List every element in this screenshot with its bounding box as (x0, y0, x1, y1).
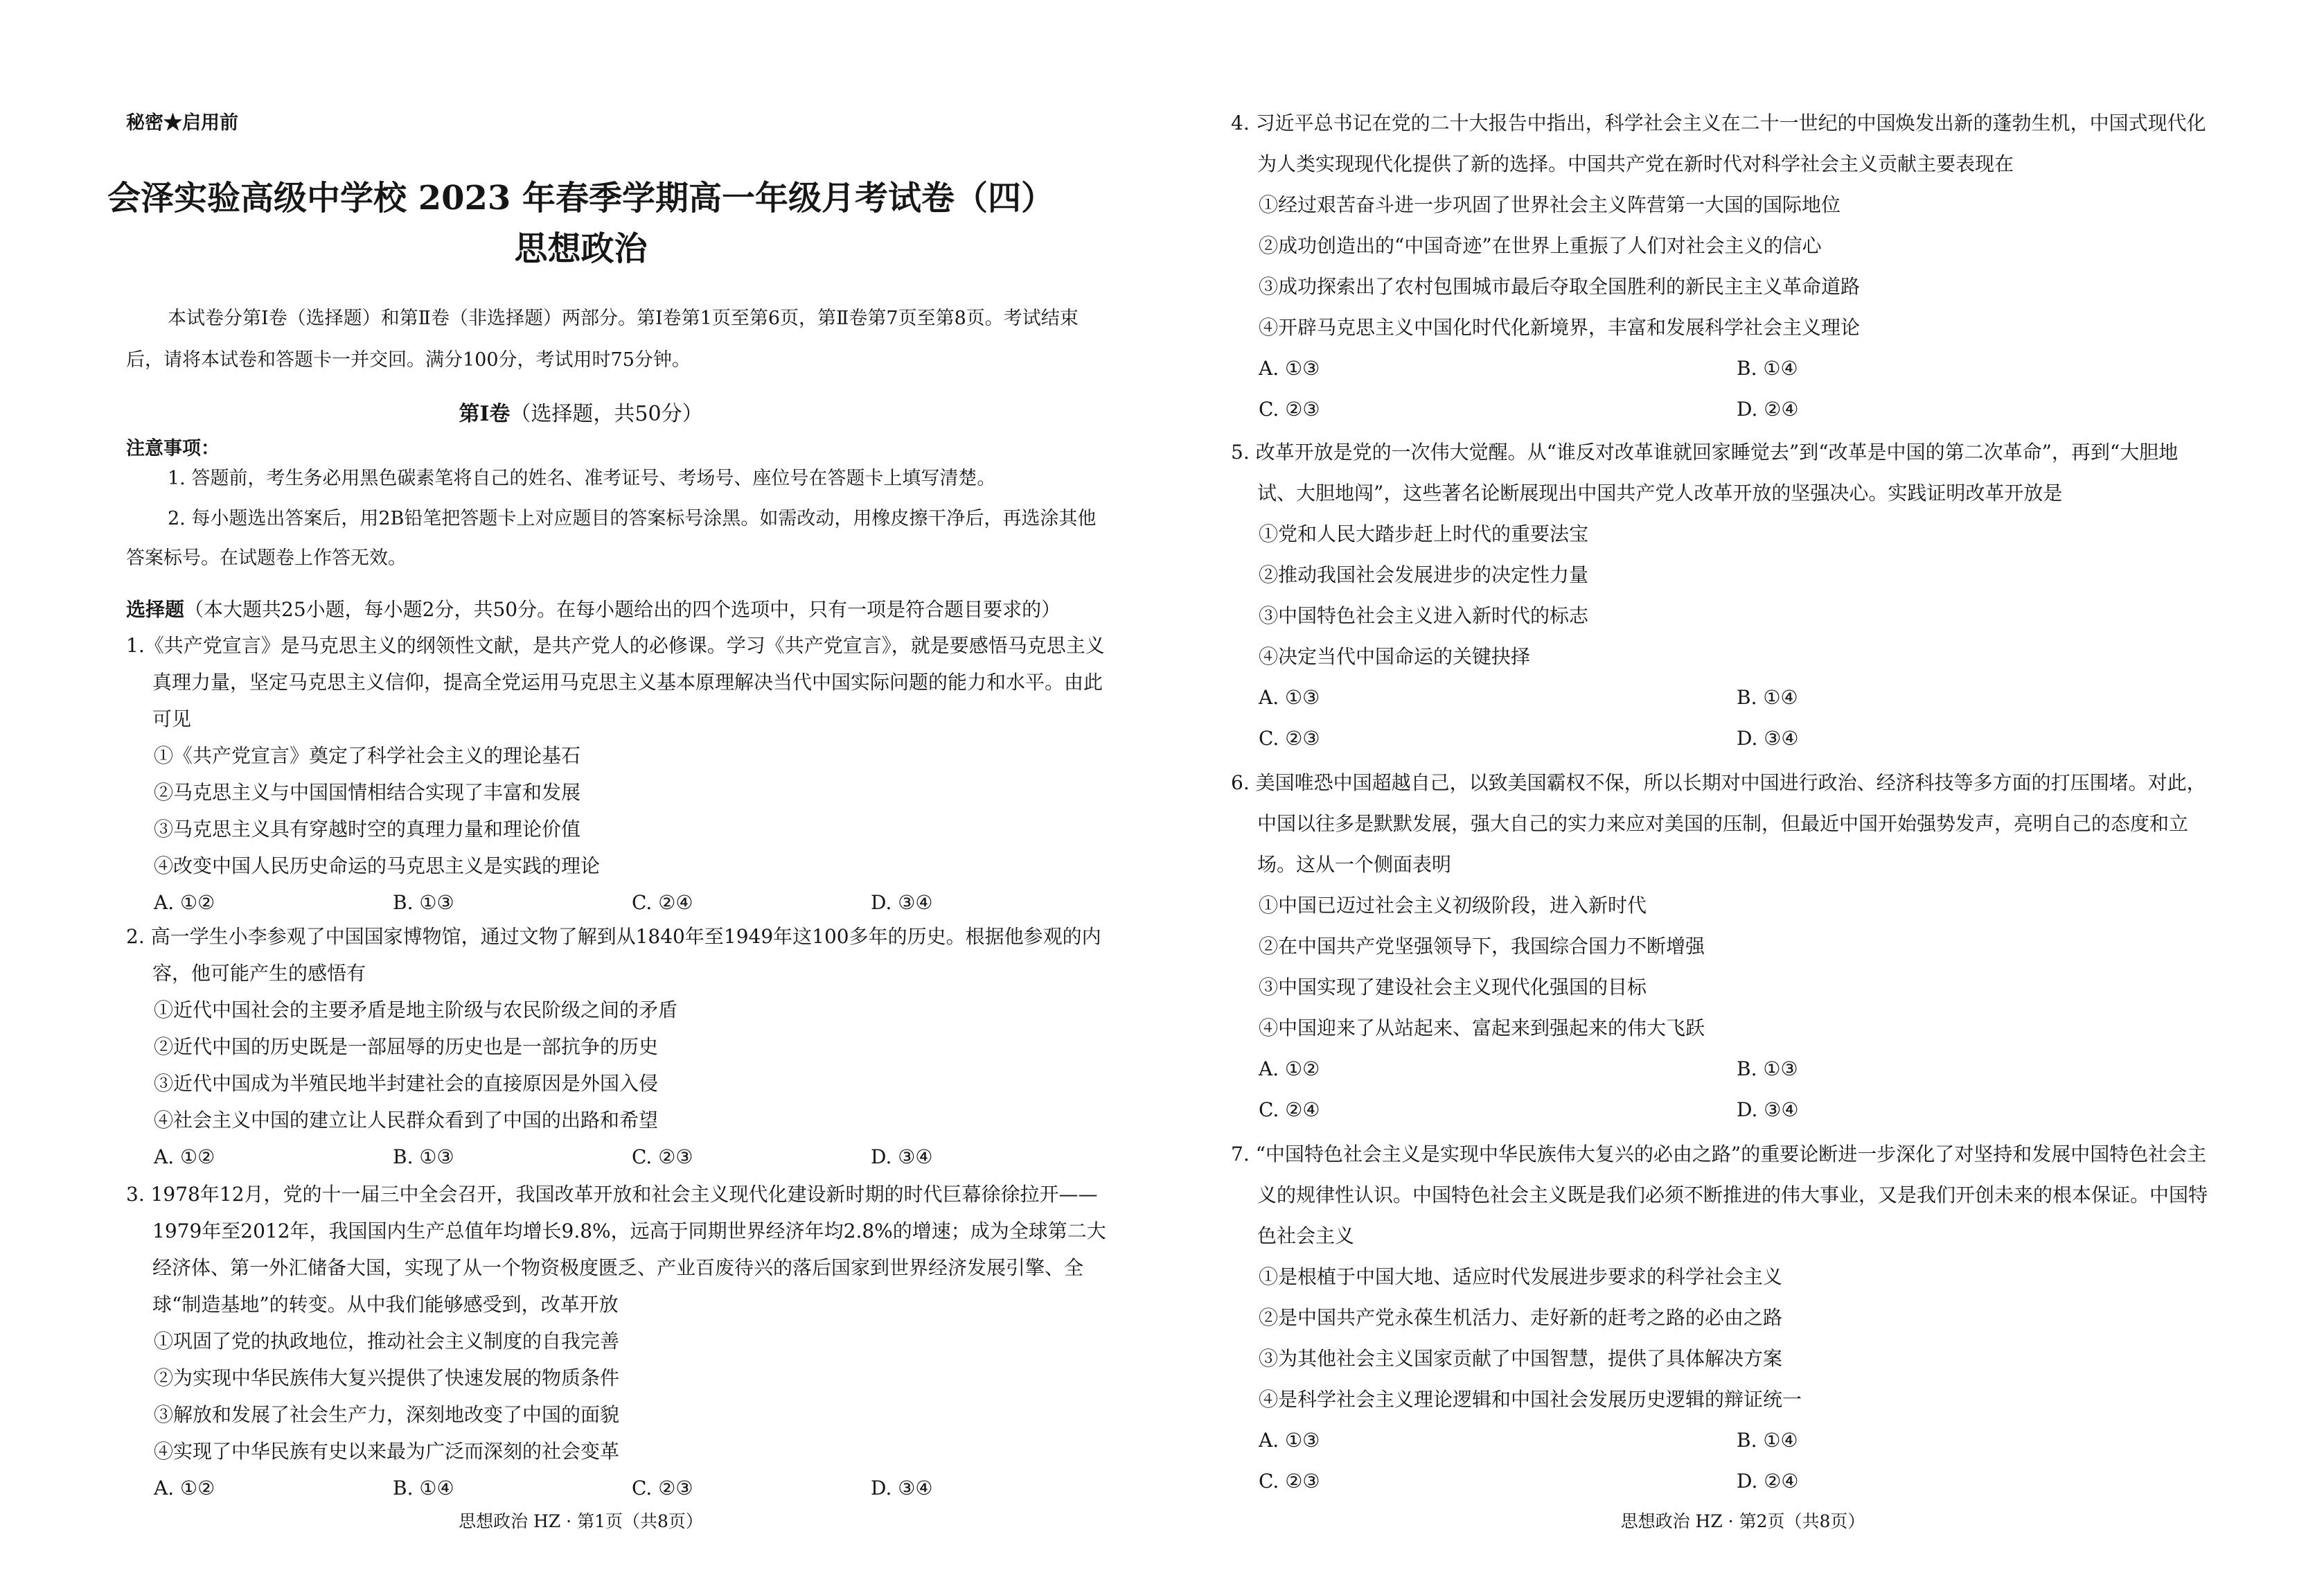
notice-item-2: 2. 每小题选出答案后，用2B铅笔把答题卡上对应题目的答案标号涂黑。如需改动，用橡皮擦干净后，再选涂其他答案标号。在试题卷上作答无效。 (126, 508, 1097, 569)
statement-4: ④改变中国人民历史命运的马克思主义是实践的理论 (154, 854, 601, 877)
choice-a: A. ①③ (1259, 686, 1320, 709)
choice-b: B. ①④ (1737, 686, 1798, 709)
statement-3: ③马克思主义具有穿越时空的真理力量和理论价值 (154, 818, 581, 840)
answer-choices-row-2 (1231, 1089, 2215, 1130)
question-4 (1231, 103, 2215, 430)
statement-4: ④中国迎来了从站起来、富起来到强起来的伟大飞跃 (1259, 1016, 1705, 1039)
choice-d: D. ③④ (1737, 1098, 1799, 1121)
page-footer: 思想政治 HZ · 第1页（共8页） (459, 1511, 703, 1531)
answer-choices-row-1 (1231, 1420, 2215, 1461)
statement-2: ②是中国共产党永葆生机活力、走好新的赶考之路的必由之路 (1259, 1306, 1783, 1329)
choice-a: A. ①② (1259, 1057, 1320, 1080)
choice-c: C. ②④ (1259, 1098, 1320, 1121)
choice-c: C. ②③ (1259, 727, 1320, 750)
question-2 (126, 918, 1110, 1175)
section-title: 第Ⅰ卷 (459, 402, 511, 426)
statement-1: ①中国已迈过社会主义初级阶段，进入新时代 (1259, 894, 1647, 917)
statement-4: ④社会主义中国的建立让人民群众看到了中国的出路和希望 (154, 1109, 659, 1132)
choice-c: C. ②④ (632, 891, 693, 914)
question-stem: 6. 美国唯恐中国超越自己，以致美国霸权不保，所以长期对中国进行政治、经济科技等多方面的打压围堵。对此，中国以往多是默默发展，强大自己的实力来应对美国的压制，但最近中国开始强势发声，亮明自己的态度和立场。这从一个侧面表明 (1231, 771, 2206, 876)
choice-b: B. ①③ (393, 1145, 454, 1168)
question-stem: 5. 改革开放是党的一次伟大觉醒。从“谁反对改革谁就回家睡觉去”到“改革是中国的第二次革命”，再到“大胆地试、大胆地闯”，这些著名论断展现出中国共产党人改革开放的坚强决心。实践证明改革开放是 (1231, 441, 2179, 504)
question-6 (1231, 762, 2215, 1130)
choice-d: D. ③④ (871, 1477, 933, 1499)
statement-3: ③成功探索出了农村包围城市最后夺取全国胜利的新民主主义革命道路 (1259, 275, 1861, 298)
statement-1: ①是根植于中国大地、适应时代发展进步要求的科学社会主义 (1259, 1265, 1783, 1288)
question-3 (126, 1176, 1110, 1506)
answer-choices-row-2 (1231, 718, 2215, 759)
choice-section-intro (126, 595, 1061, 622)
exam-subject: 思想政治 (514, 229, 648, 268)
choice-c: C. ②③ (632, 1477, 693, 1499)
statement-2: ②推动我国社会发展进步的决定性力量 (1259, 563, 1589, 586)
answer-choices (126, 884, 1110, 921)
choice-d: D. ②④ (1737, 398, 1799, 421)
choice-a: A. ①③ (1259, 1429, 1320, 1452)
choice-title: 选择题 (126, 598, 185, 621)
statement-1: ①经过艰苦奋斗进一步巩固了世界社会主义阵营第一大国的国际地位 (1259, 193, 1841, 216)
statement-4: ④决定当代中国命运的关键抉择 (1259, 645, 1531, 668)
confidential-label: 秘密★启用前 (126, 112, 238, 134)
choice-a: A. ①② (154, 1477, 215, 1499)
exam-page-2 (1162, 0, 2324, 1593)
statement-2: ②在中国共产党坚强领导下，我国综合国力不断增强 (1259, 935, 1705, 958)
choice-b: B. ①④ (1737, 1429, 1798, 1452)
choice-d: D. ②④ (1737, 1470, 1799, 1493)
choice-note: （本大题共25小题，每小题2分，共50分。在每小题给出的四个选项中，只有一项是符合题目要求的） (184, 598, 1061, 621)
statement-4: ④是科学社会主义理论逻辑和中国社会发展历史逻辑的辩证统一 (1259, 1388, 1802, 1411)
answer-choices-row-1 (1231, 348, 2215, 389)
statement-2: ②成功创造出的“中国奇迹”在世界上重振了人们对社会主义的信心 (1259, 234, 1822, 257)
question-stem: 2. 高一学生小李参观了中国国家博物馆，通过文物了解到从1840年至1949年这100多年的历史。根据他参观的内容，他可能产生的感悟有 (126, 925, 1101, 985)
question-7 (1231, 1134, 2215, 1502)
statement-1: ①党和人民大踏步赶上时代的重要法宝 (1259, 522, 1589, 545)
notice-title: 注意事项： (126, 438, 220, 459)
answer-choices (126, 1138, 1110, 1175)
choice-d: D. ③④ (1737, 727, 1799, 750)
question-stem: 7. “中国特色社会主义是实现中华民族伟大复兴的必由之路”的重要论断进一步深化了对坚持和发展中国特色社会主义的规律性认识。中国特色社会主义既是我们必须不断推进的伟大事业，又是我们开创未来的根本保证。中国特色社会主义 (1231, 1143, 2208, 1247)
notice-item-1: 1. 答题前，考生务必用黑色碳素笔将自己的姓名、准考证号、考场号、座位号在答题卡上填写清楚。 (168, 468, 996, 489)
choice-c: C. ②③ (632, 1145, 693, 1168)
statement-2: ②马克思主义与中国国情相结合实现了丰富和发展 (154, 781, 581, 804)
question-5 (1231, 432, 2215, 759)
question-stem: 1.《共产党宣言》是马克思主义的纲领性文献，是共产党人的必修课。学习《共产党宣言》，就是要感悟马克思主义真理力量，坚定马克思主义信仰，提高全党运用马克思主义基本原理解决当代中国实际问题的能力和水平。由此可见 (126, 634, 1105, 730)
question-stem: 4. 习近平总书记在党的二十大报告中指出，科学社会主义在二十一世纪的中国焕发出新的蓬勃生机，中国式现代化为人类实现现代化提供了新的选择。中国共产党在新时代对科学社会主义贡献主要表现在 (1231, 112, 2206, 175)
statement-3: ③为其他社会主义国家贡献了中国智慧，提供了具体解决方案 (1259, 1347, 1783, 1370)
choice-b: B. ①④ (1737, 357, 1798, 380)
section-heading (0, 396, 1162, 427)
section-note: （选择题，共50分） (510, 402, 703, 426)
question-stem: 3. 1978年12月，党的十一届三中全会召开，我国改革开放和社会主义现代化建设新时期的时代巨幕徐徐拉开——1979年至2012年，我国国内生产总值年均增长9.8%，远高于同期世界经济年均2.8%的增速；成为全球第二大经济体、第一外汇储备大国，实现了从一个物资极度匮乏、产业百废待兴的落后国家到世界经济发展引擎、全球“制造基地”的转变。从中我们能够感受到，改革开放 (126, 1183, 1106, 1316)
answer-choices-row-1 (1231, 677, 2215, 718)
choice-b: B. ①④ (393, 1477, 454, 1499)
statement-4: ④实现了中华民族有史以来最为广泛而深刻的社会变革 (154, 1440, 620, 1463)
statement-1: ①巩固了党的执政地位，推动社会主义制度的自我完善 (154, 1330, 620, 1353)
answer-choices-row-1 (1231, 1048, 2215, 1089)
question-1 (126, 627, 1110, 921)
statement-3: ③近代中国成为半殖民地半封建社会的直接原因是外国入侵 (154, 1072, 659, 1095)
page-footer: 思想政治 HZ · 第2页（共8页） (1620, 1511, 1865, 1531)
answer-choices (126, 1470, 1110, 1506)
exam-title: 会泽实验高级中学校 2023 年春季学期高一年级月考试卷（四） (107, 179, 1055, 218)
choice-d: D. ③④ (871, 1145, 933, 1168)
statement-2: ②近代中国的历史既是一部屈辱的历史也是一部抗争的历史 (154, 1035, 659, 1058)
choice-a: A. ①② (154, 1145, 215, 1168)
choice-a: A. ①② (154, 891, 215, 914)
choice-b: B. ①③ (393, 891, 454, 914)
statement-3: ③中国特色社会主义进入新时代的标志 (1259, 604, 1589, 627)
choice-c: C. ②③ (1259, 398, 1320, 421)
choice-d: D. ③④ (871, 891, 933, 914)
statement-1: ①《共产党宣言》奠定了科学社会主义的理论基石 (154, 744, 581, 767)
statement-1: ①近代中国社会的主要矛盾是地主阶级与农民阶级之间的矛盾 (154, 998, 678, 1021)
statement-2: ②为实现中华民族伟大复兴提供了快速发展的物质条件 (154, 1366, 620, 1389)
choice-b: B. ①③ (1737, 1057, 1798, 1080)
answer-choices-row-2 (1231, 1461, 2215, 1502)
choice-a: A. ①③ (1259, 357, 1320, 380)
statement-4: ④开辟马克思主义中国化时代化新境界，丰富和发展科学社会主义理论 (1259, 316, 1861, 339)
statement-3: ③中国实现了建设社会主义现代化强国的目标 (1259, 976, 1647, 998)
choice-c: C. ②③ (1259, 1470, 1320, 1493)
exam-instructions: 本试卷分第Ⅰ卷（选择题）和第Ⅱ卷（非选择题）两部分。第Ⅰ卷第1页至第6页，第Ⅱ卷第7页至第8页。考试结束后，请将本试卷和答题卡一并交回。满分100分，考试用时75分钟。 (126, 308, 1079, 371)
answer-choices-row-2 (1231, 389, 2215, 430)
statement-3: ③解放和发展了社会生产力，深刻地改变了中国的面貌 (154, 1403, 620, 1426)
